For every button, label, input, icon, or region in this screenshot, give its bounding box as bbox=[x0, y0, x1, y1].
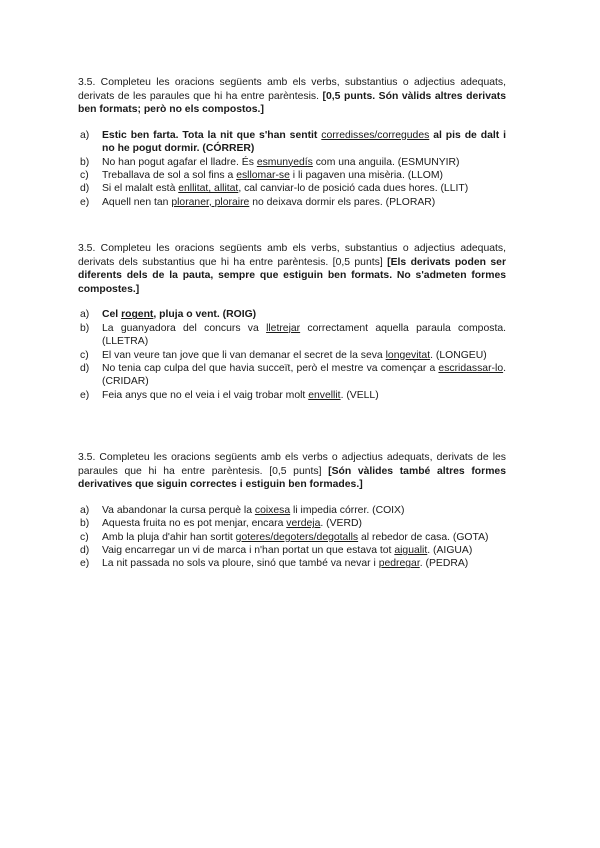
sentence bbox=[102, 182, 506, 195]
sentence-text: Amb la pluja d'ahir han sortit bbox=[102, 531, 236, 543]
sentence-item bbox=[78, 196, 506, 209]
sentence-text: . (VERD) bbox=[320, 518, 362, 530]
instructions-note: [0,5 punts. Són vàlids altres derivats ben formats; però no els compostos.] bbox=[78, 90, 506, 116]
item-letter: c) bbox=[80, 531, 89, 543]
item-letter: e) bbox=[80, 558, 90, 570]
exercise-instructions bbox=[78, 451, 506, 492]
sentence bbox=[102, 544, 506, 557]
answer-text: lletrejar bbox=[266, 322, 301, 334]
sentence-text: . (LONGEU) bbox=[430, 349, 487, 361]
sentence-text: La guanyadora del concurs va bbox=[102, 322, 267, 334]
item-letter: b) bbox=[80, 156, 90, 168]
sentence-item bbox=[78, 182, 506, 195]
sentence bbox=[102, 308, 506, 321]
sentence bbox=[102, 322, 506, 349]
sentence-item bbox=[78, 504, 506, 517]
sentence bbox=[102, 517, 506, 530]
item-letter: a) bbox=[80, 504, 90, 516]
sentence-item bbox=[78, 169, 506, 182]
sentence-item bbox=[78, 322, 506, 349]
sentence-item bbox=[78, 156, 506, 169]
answer-text: pedregar bbox=[378, 558, 420, 570]
item-letter: e) bbox=[80, 389, 90, 401]
item-letter: b) bbox=[80, 322, 90, 334]
sentence bbox=[102, 129, 506, 156]
exercise-instructions bbox=[78, 76, 506, 117]
sentence-text: i li pagaven una misèria. (LLOM) bbox=[289, 170, 443, 181]
answer-text: longevitat bbox=[385, 349, 431, 361]
sentence-text: , pluja o vent. (ROIG) bbox=[153, 309, 257, 321]
sentence bbox=[102, 196, 506, 209]
answer-text: esllomar-se bbox=[236, 170, 290, 181]
sentence-text: El van veure tan jove que li van demanar el secret de la seva bbox=[102, 349, 386, 361]
sentence-text: al rebedor de casa. (GOTA) bbox=[358, 531, 489, 543]
sentence bbox=[102, 349, 506, 362]
sentence bbox=[102, 389, 506, 402]
sentence-text: correctament aquella paraula composta. (LLETRA) bbox=[102, 322, 506, 348]
item-letter: c) bbox=[80, 170, 89, 181]
sentence-text: al pis de dalt i no he pogut dormir. (CÓRRER) bbox=[102, 129, 506, 155]
sentence-text: Cel bbox=[102, 309, 122, 321]
answer-text: ploraner, ploraire bbox=[171, 196, 250, 208]
sentence-text: . (CRIDAR) bbox=[102, 363, 506, 388]
instructions-note: [Són vàlides també altres formes derivatives que siguin correctes i estiguin ben formades.] bbox=[78, 465, 506, 491]
item-letter: a) bbox=[80, 309, 90, 321]
exercise-instructions bbox=[78, 242, 506, 296]
answer-text: enllitat, allitat bbox=[178, 183, 239, 195]
sentence-text: Treballava de sol a sol fins a bbox=[102, 170, 237, 181]
sentence-text: Aquesta fruita no es pot menjar, encara bbox=[102, 518, 287, 530]
sentence-text: Estic ben farta. Tota la nit que s'han sentit bbox=[102, 129, 322, 141]
sentence-item bbox=[78, 389, 506, 402]
sentence-item bbox=[78, 362, 506, 389]
sentence bbox=[102, 531, 506, 544]
item-letter: d) bbox=[80, 363, 90, 374]
sentence-list bbox=[78, 504, 506, 571]
sentence-text: Va abandonar la cursa perquè la bbox=[102, 504, 255, 516]
sentence-text: No han pogut agafar el lladre. És bbox=[102, 156, 257, 168]
sentence-text: com una anguila. (ESMUNYIR) bbox=[312, 156, 460, 168]
item-letter: b) bbox=[80, 518, 90, 530]
sentence-text: no deixava dormir els pares. (PLORAR) bbox=[249, 196, 436, 208]
sentence-text: li impedia córrer. (COIX) bbox=[290, 504, 405, 516]
sentence-text: , cal canviar-lo de posició cada dues hores. (LLIT) bbox=[238, 183, 469, 195]
sentence bbox=[102, 169, 506, 182]
sentence bbox=[102, 362, 506, 389]
sentence-item bbox=[78, 308, 506, 321]
sentence-item bbox=[78, 544, 506, 557]
exercise-section-1 bbox=[78, 76, 506, 209]
exercise-section-2 bbox=[78, 242, 506, 402]
sentence-item bbox=[78, 557, 506, 570]
instructions-text: 3.5. Completeu les oracions següents amb els verbs, substantius o adjectius adequats, derivats de les paraules que hi ha entre parèntesis. bbox=[78, 77, 506, 102]
sentence-item bbox=[78, 531, 506, 544]
sentence-item bbox=[78, 349, 506, 362]
answer-text: rogent bbox=[121, 309, 154, 321]
item-letter: c) bbox=[80, 349, 89, 361]
sentence-text: Vaig encarregar un vi de marca i n'han portat un que estava tot bbox=[102, 545, 395, 556]
answer-text: coixesa bbox=[254, 504, 291, 516]
sentence-text: . (VELL) bbox=[340, 389, 379, 401]
sentence bbox=[102, 504, 506, 517]
answer-text: goteres/degoters/degotalls bbox=[235, 531, 359, 543]
sentence-text: Feia anys que no el veia i el vaig trobar molt bbox=[102, 389, 309, 401]
sentence bbox=[102, 156, 506, 169]
sentence-item bbox=[78, 517, 506, 530]
sentence-text: . (AIGUA) bbox=[427, 545, 473, 556]
instructions-note: [Els derivats poden ser diferents dels de la pauta, sempre que estiguin ben formats. No s'admeten formes compostes.] bbox=[78, 256, 506, 295]
sentence-list bbox=[78, 129, 506, 209]
sentence bbox=[102, 557, 506, 570]
sentence-text: No tenia cap culpa del que havia succeït, però el mestre va començar a bbox=[102, 363, 439, 374]
answer-text: corredisses/corregudes bbox=[321, 129, 430, 141]
sentence-text: Aquell nen tan bbox=[102, 196, 172, 208]
instructions-text: 3.5. Completeu les oracions següents amb els verbs o adjectius adequats, derivats de les paraules que hi ha entre parèntesis. [0,5 punts] bbox=[78, 452, 506, 477]
answer-text: aigualit bbox=[394, 545, 428, 556]
instructions-text: 3.5. Completeu les oracions següents amb els verbs, substantius o adjectius adequats, derivats dels substantius que hi ha entre parèntesis. [0,5 punts] bbox=[78, 243, 506, 268]
item-letter: d) bbox=[80, 183, 90, 195]
sentence-item bbox=[78, 129, 506, 156]
answer-text: verdeja bbox=[286, 518, 321, 530]
answer-text: envellit bbox=[308, 389, 341, 401]
item-letter: e) bbox=[80, 196, 90, 208]
item-letter: d) bbox=[80, 545, 90, 556]
sentence-text: . (PEDRA) bbox=[419, 558, 469, 570]
sentence-list bbox=[78, 308, 506, 402]
answer-text: esmunyedís bbox=[256, 156, 313, 168]
sentence-text: Si el malalt està bbox=[102, 183, 179, 195]
exercise-section-3 bbox=[78, 451, 506, 571]
item-letter: a) bbox=[80, 129, 90, 141]
sentence-text: La nit passada no sols va ploure, sinó que també va nevar i bbox=[102, 558, 379, 570]
answer-text: escridassar-lo bbox=[438, 363, 504, 374]
